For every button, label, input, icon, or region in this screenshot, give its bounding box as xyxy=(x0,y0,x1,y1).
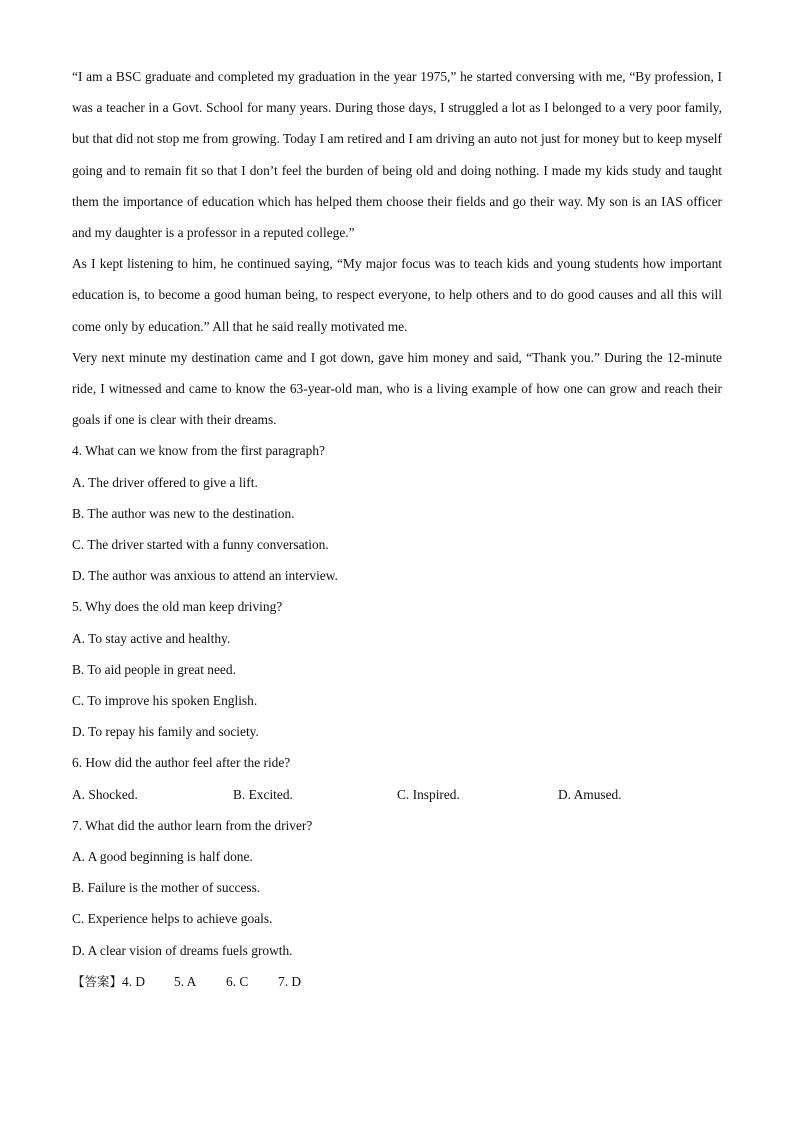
question-6-option-a: A. Shocked. xyxy=(72,786,138,802)
passage-paragraph-2: As I kept listening to him, he continued saying, “My major focus was to teach kids and young students how important education is, to become a good human being, to respect everyone, to help others and to do good causes and all this will come only by education.” All that he said really motivated me. xyxy=(72,256,722,334)
question-4-option-d: D. The author was anxious to attend an interview. xyxy=(72,568,338,584)
answer-item: 5. A xyxy=(174,973,197,989)
question-7-option-d: D. A clear vision of dreams fuels growth. xyxy=(72,942,293,958)
question-5-option-a: A. To stay active and healthy. xyxy=(72,630,231,646)
question-6 xyxy=(72,747,722,809)
question-5-stem: 5. Why does the old man keep driving? xyxy=(72,599,283,615)
question-7-option-a: A. A good beginning is half done. xyxy=(72,849,253,865)
document-page xyxy=(72,61,722,997)
question-4-option-b: B. The author was new to the destination. xyxy=(72,505,295,521)
answer-key xyxy=(72,966,722,997)
question-7-option-b: B. Failure is the mother of success. xyxy=(72,880,261,896)
question-5-option-c: C. To improve his spoken English. xyxy=(72,693,258,709)
answer-item: 7. D xyxy=(278,973,302,989)
passage-paragraph-3: Very next minute my destination came and I got down, gave him money and said, “Thank you.” During the 12-minute ride, I witnessed and came to know the 63-year-old man, who is a living example of how one can grow and reach their goals if one is clear with their dreams. xyxy=(72,349,722,428)
question-5-option-b: B. To aid people in great need. xyxy=(72,661,236,677)
question-4 xyxy=(72,435,722,591)
question-5-option-d: D. To repay his family and society. xyxy=(72,724,259,740)
question-4-option-c: C. The driver started with a funny conversation. xyxy=(72,537,329,553)
question-7 xyxy=(72,810,722,966)
question-5 xyxy=(72,591,722,747)
question-4-stem: 4. What can we know from the first paragraph? xyxy=(72,443,325,459)
question-7-option-c: C. Experience helps to achieve goals. xyxy=(72,911,273,927)
question-7-stem: 7. What did the author learn from the driver? xyxy=(72,817,313,833)
question-6-option-d: D. Amused. xyxy=(558,786,622,802)
answer-item: 4. D xyxy=(122,973,146,989)
passage-paragraph-1: “I am a BSC graduate and completed my graduation in the year 1975,” he started conversing with me, “By profession, I was a teacher in a Govt. School for many years. During those days, I struggled a lot as I belonged to a very poor family, but that did not stop me from growing. Today I am retired and I am driving an auto not just for money but to keep myself going and to remain fit so that I don’t feel the burden of being old and doing nothing. I made my kids study and taught them the importance of education which has helped them choose their fields and go their way. My son is an IAS officer and my daughter is a professor in a reputed college.” xyxy=(72,69,722,241)
question-6-option-c: C. Inspired. xyxy=(397,786,460,802)
answer-item: 6. C xyxy=(226,973,249,989)
question-4-option-a: A. The driver offered to give a lift. xyxy=(72,474,258,490)
question-6-option-b: B. Excited. xyxy=(233,786,293,802)
question-6-options-row xyxy=(72,779,722,810)
question-6-stem: 6. How did the author feel after the ride? xyxy=(72,755,291,771)
answer-label: 【答案】 xyxy=(72,973,123,989)
